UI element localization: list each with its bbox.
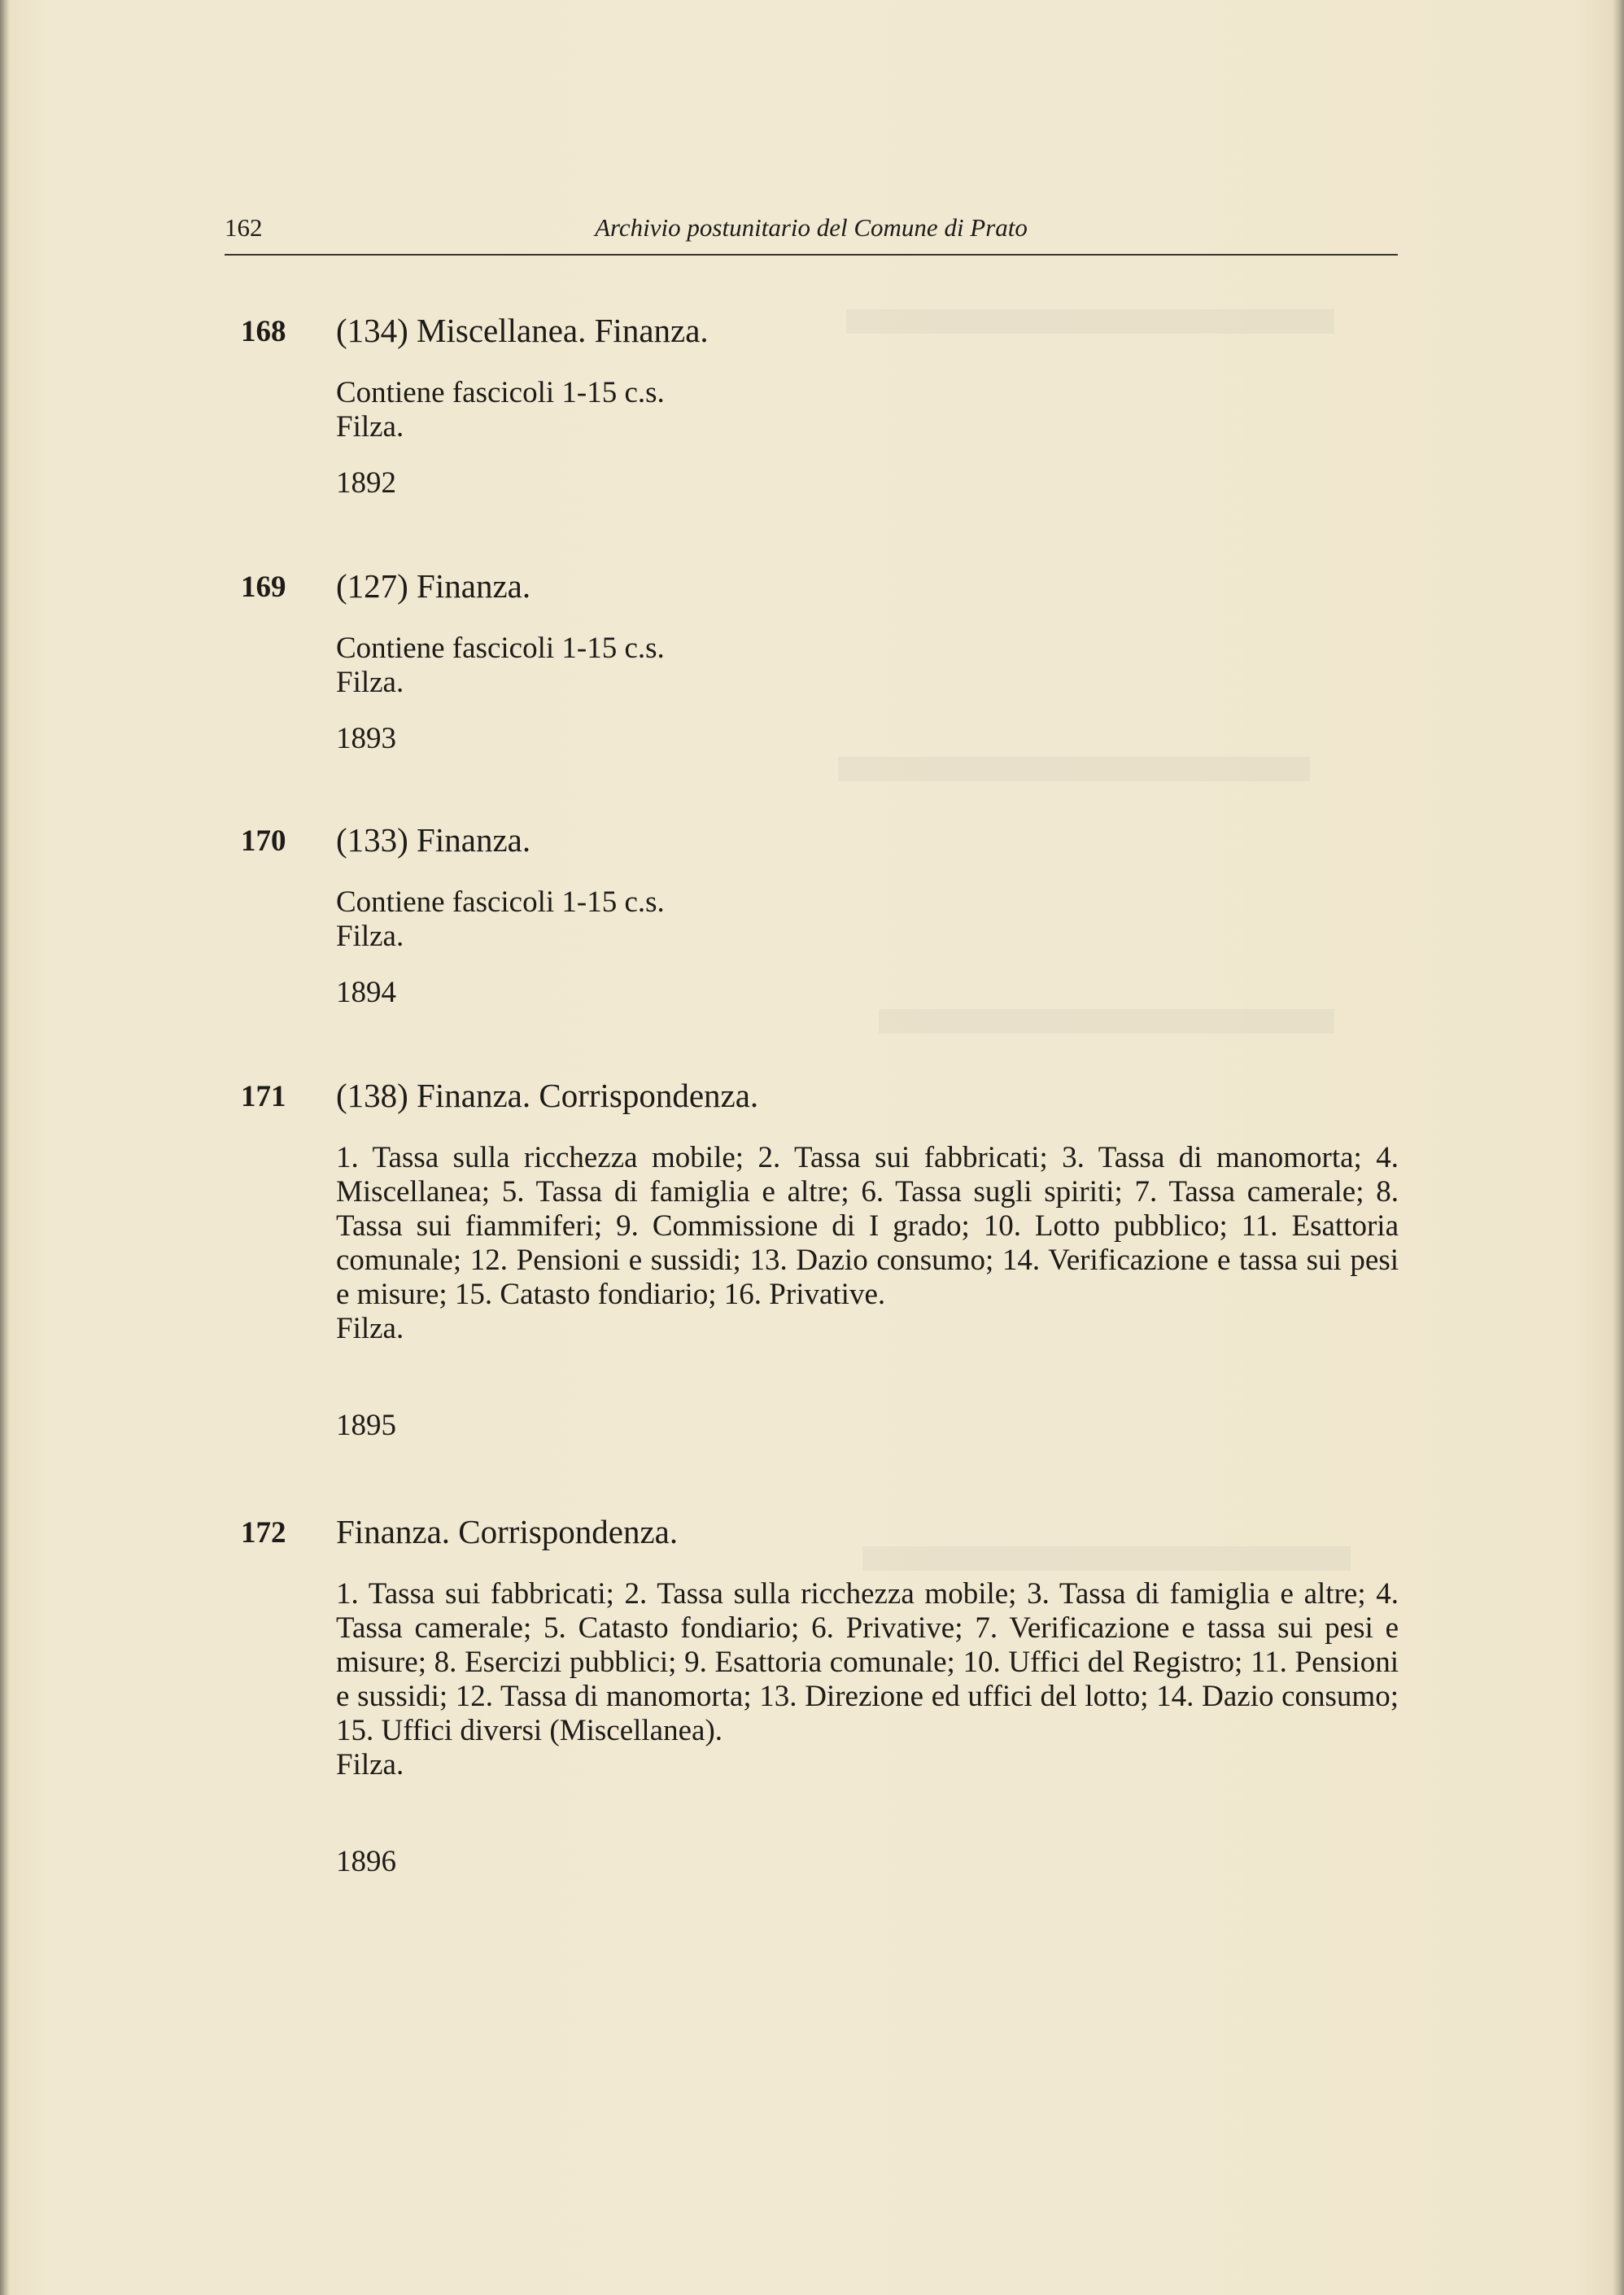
entry-title: Finanza. Corrispondenza. bbox=[336, 1513, 679, 1550]
entry-contents: Contiene fascicoli 1-15 c.s. bbox=[336, 632, 665, 665]
bleed-through-mark bbox=[838, 757, 1310, 781]
entry-contents: Contiene fascicoli 1-15 c.s. bbox=[336, 376, 665, 409]
entry-year: 1893 bbox=[336, 722, 396, 755]
entry-format: Filza. bbox=[336, 920, 404, 953]
entry-title: (133) Finanza. bbox=[336, 821, 531, 859]
running-title: Archivio postunitario del Comune di Prato bbox=[595, 213, 1028, 242]
entry-body bbox=[336, 632, 1399, 700]
entry-number: 169 bbox=[241, 570, 286, 604]
bleed-through-mark bbox=[846, 309, 1334, 334]
entry-format: Filza. bbox=[336, 1312, 404, 1345]
bleed-through-mark bbox=[862, 1546, 1351, 1571]
entry-body bbox=[336, 1577, 1399, 1782]
entry-body bbox=[336, 885, 1399, 954]
entry-contents: 1. Tassa sui fabbricati; 2. Tassa sulla ricchezza mobile; 3. Tassa di famiglia e altre; 4. Tassa camerale; 5. Catasto fondiario; 6. Privative; 7. Verificazione e tassa sui pesi e misure; 8. Esercizi pubblici; 9. Esattoria comunale; 10. Uffici del Registro; 11. Pensioni e sussidi; 12. Tassa di manomorta; 13. Direzione ed uffici del lotto; 14. Dazio consumo; 15. Uffici diversi (Miscellanea). bbox=[336, 1577, 1399, 1747]
page-header bbox=[225, 213, 1398, 256]
entry-number: 171 bbox=[241, 1080, 286, 1113]
entry-body bbox=[336, 1141, 1399, 1346]
bleed-through-mark bbox=[879, 1009, 1334, 1034]
page-number: 162 bbox=[225, 213, 263, 242]
entry-number: 168 bbox=[241, 315, 286, 348]
entry-title: (134) Miscellanea. Finanza. bbox=[336, 312, 709, 349]
entry-number: 170 bbox=[241, 824, 286, 858]
entry-format: Filza. bbox=[336, 1748, 404, 1781]
entry-year: 1892 bbox=[336, 466, 396, 500]
entry-format: Filza. bbox=[336, 410, 404, 444]
entry-year: 1895 bbox=[336, 1409, 396, 1442]
entry-title: (138) Finanza. Corrispondenza. bbox=[336, 1077, 759, 1114]
entry-title: (127) Finanza. bbox=[336, 567, 531, 605]
entry-contents: Contiene fascicoli 1-15 c.s. bbox=[336, 885, 665, 919]
entry-number: 172 bbox=[241, 1516, 286, 1550]
page-left-edge bbox=[0, 0, 10, 2295]
entry-year: 1894 bbox=[336, 976, 396, 1009]
entry-year: 1896 bbox=[336, 1845, 396, 1878]
entry-contents: 1. Tassa sulla ricchezza mobile; 2. Tassa sui fabbricati; 3. Tassa di manomorta; 4. Miscellanea; 5. Tassa di famiglia e altre; 6. Tassa sugli spiriti; 7. Tassa camerale; 8. Tassa sui fiammiferi; 9. Commissione di I grado; 10. Lotto pubblico; 11. Esattoria comunale; 12. Pensioni e sussidi; 13. Dazio consumo; 14. Verificazione e tassa sui pesi e misure; 15. Catasto fondiario; 16. Privative. bbox=[336, 1141, 1399, 1311]
entry-format: Filza. bbox=[336, 666, 404, 699]
page-right-edge bbox=[1613, 0, 1624, 2295]
entry-body bbox=[336, 376, 1399, 444]
